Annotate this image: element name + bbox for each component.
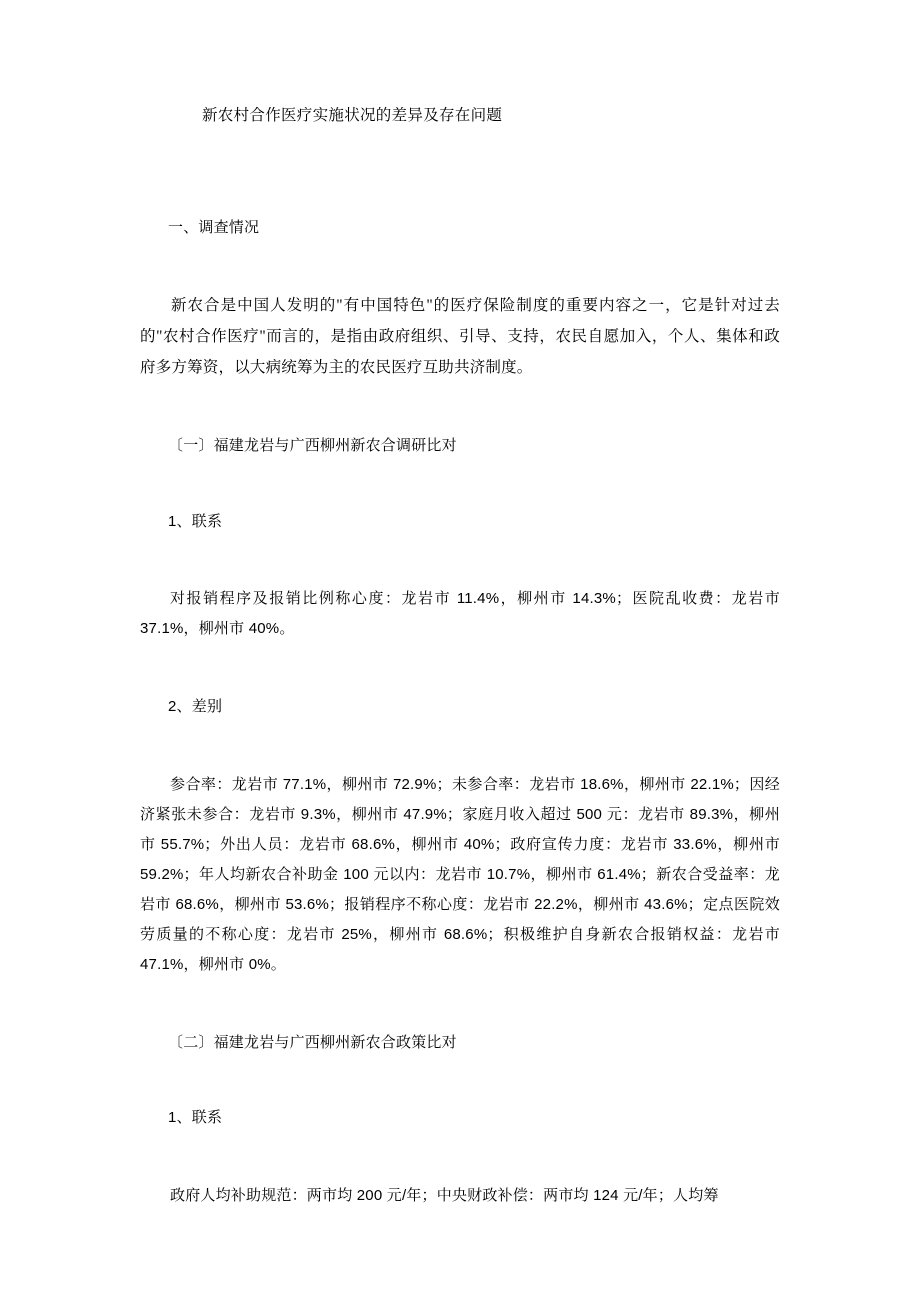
spacer xyxy=(140,459,780,509)
spacer xyxy=(140,980,780,1030)
paragraph-2-1: 对报销程序及报销比例称心度：龙岩市 11.4%，柳州市 14.3%；医院乱收费：龙岩市 37.1%，柳州市 40%。 xyxy=(140,590,780,638)
subsection-heading-2-1: 1、联系 xyxy=(168,512,223,530)
spacer xyxy=(140,644,780,694)
paragraph-intro: 新农合是中国人发明的"有中国特色"的医疗保险制度的重要内容之一，它是针对过去的"农村合作医疗"而言的，是指由政府组织、引导、支持，农民自愿加入，个人、集体和政府多方筹资，以大病统筹为主的农民医疗互助共济制度。 xyxy=(140,297,780,377)
spacer xyxy=(140,720,780,770)
page-title: 新农村合作医疗实施状况的差异及存在问题 xyxy=(202,107,503,124)
section-heading-1: 一、调查情况 xyxy=(168,218,260,236)
section-heading-3: 〔二〕福建龙岩与广西柳州新农合政策比对 xyxy=(168,1033,457,1051)
spacer xyxy=(140,240,780,290)
paragraph-3-1: 政府人均补助规范：两市均 200 元/年；中央财政补偿：两市均 124 元/年；人均筹 xyxy=(170,1186,719,1204)
document-body xyxy=(140,104,780,1211)
spacer xyxy=(140,383,780,433)
subsection-heading-3-1: 1、联系 xyxy=(168,1109,223,1127)
spacer xyxy=(140,1131,780,1181)
spacer xyxy=(140,534,780,584)
spacer xyxy=(140,1055,780,1105)
section-heading-2: 〔一〕福建龙岩与广西柳州新农合调研比对 xyxy=(168,437,457,455)
spacer xyxy=(140,129,780,215)
subsection-heading-2-2: 2、差别 xyxy=(168,698,223,716)
paragraph-2-2: 参合率：龙岩市 77.1%，柳州市 72.9%；未参合率：龙岩市 18.6%，柳州市 22.1%；因经济紧张未参合：龙岩市 9.3%，柳州市 47.9%；家庭月收入超过 500 元：龙岩市 89.3%，柳州市 55.7%；外出人员：龙岩市 68.6%，柳州市 40%；政府宣传力度：龙岩市 33.6%，柳州市 59.2%；年人均新农合补助金 100 元以内：龙岩市 10.7%，柳州市 61.4%；新农合受益率：龙岩市 68.6%，柳州市 53.6%；报销程序不称心度：龙岩市 22.2%，柳州市 43.6%；定点医院效劳质量的不称心度：龙岩市 25%，柳州市 68.6%；积极维护自身新农合报销权益：龙岩市 47.1%，柳州市 0%。 xyxy=(140,775,780,973)
